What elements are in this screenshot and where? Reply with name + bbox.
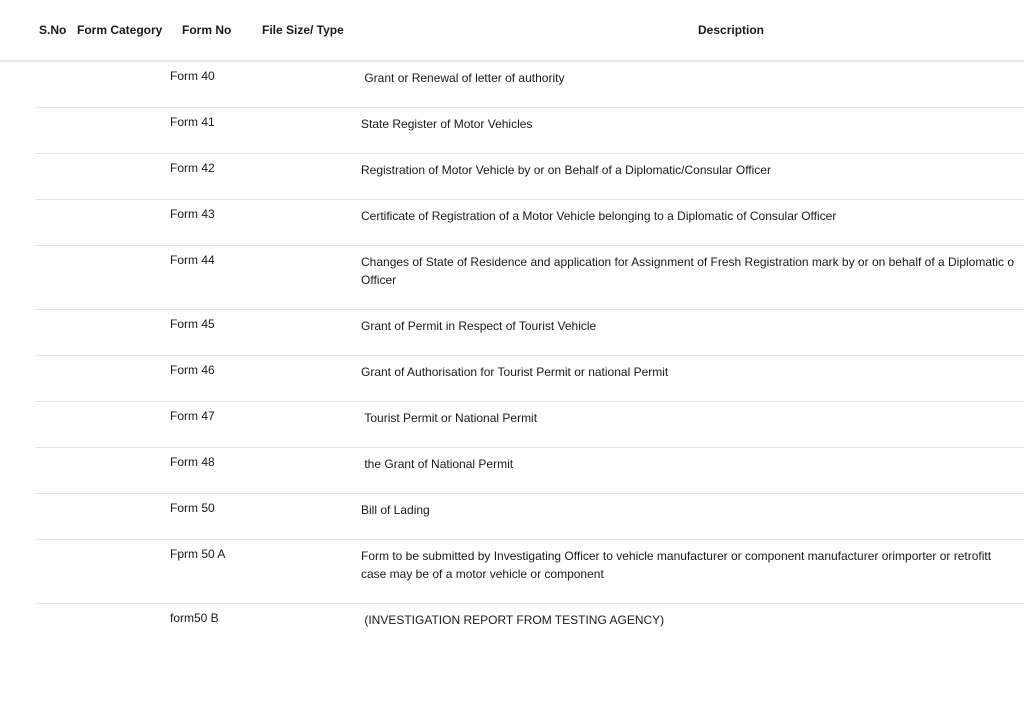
form-no-cell: Fprm 50 A <box>170 547 226 561</box>
form-no-cell: Form 47 <box>170 409 215 423</box>
description-cell: State Register of Motor Vehicles <box>361 117 533 131</box>
form-no-cell: Form 40 <box>170 69 215 83</box>
form-no-cell: Form 48 <box>170 455 215 469</box>
description-cell: Form to be submitted by Investigating Officer to vehicle manufacturer or component manufacturer orimporter or retrofitt case may be of a motor vehicle or component <box>361 549 992 581</box>
header-file-size: File Size/ Type <box>262 23 344 37</box>
form-no-cell: Form 42 <box>170 161 215 175</box>
description-cell: Grant or Renewal of letter of authority <box>361 71 565 85</box>
table-row <box>0 310 1024 356</box>
description-cell: Grant of Authorisation for Tourist Permit or national Permit <box>361 365 669 379</box>
header-description: Description <box>698 23 765 37</box>
table-row <box>0 62 1024 108</box>
form-no-cell: Form 41 <box>170 115 215 129</box>
description-cell: (INVESTIGATION REPORT FROM TESTING AGENCY) <box>361 613 665 627</box>
table-row <box>0 154 1024 200</box>
table-row <box>0 356 1024 402</box>
table-row <box>0 604 1024 650</box>
header-sno: S.No <box>39 23 67 37</box>
table-row <box>0 448 1024 494</box>
description-cell: Certificate of Registration of a Motor Vehicle belonging to a Diplomatic of Consular Officer <box>361 209 837 223</box>
form-no-cell: Form 45 <box>170 317 215 331</box>
table-row <box>0 246 1024 310</box>
table-header <box>0 0 1024 62</box>
description-cell: Registration of Motor Vehicle by or on Behalf of a Diplomatic/Consular Officer <box>361 163 771 177</box>
form-no-cell: Form 43 <box>170 207 215 221</box>
table-row <box>0 402 1024 448</box>
header-form-category: Form Category <box>77 23 163 37</box>
table-row <box>0 494 1024 540</box>
table-row <box>0 108 1024 154</box>
description-cell: the Grant of National Permit <box>361 457 514 471</box>
table-row <box>0 200 1024 246</box>
header-form-no: Form No <box>182 23 232 37</box>
table-row <box>0 540 1024 604</box>
form-no-cell: form50 B <box>170 611 219 625</box>
description-cell: Changes of State of Residence and application for Assignment of Fresh Registration mark by or on behalf of a Diplomatic o Officer <box>361 255 1015 287</box>
form-no-cell: Form 44 <box>170 253 215 267</box>
description-cell: Tourist Permit or National Permit <box>361 411 538 425</box>
description-cell: Grant of Permit in Respect of Tourist Vehicle <box>361 319 597 333</box>
forms-table-body <box>0 62 1024 650</box>
form-no-cell: Form 46 <box>170 363 215 377</box>
description-cell: Bill of Lading <box>361 503 430 517</box>
form-no-cell: Form 50 <box>170 501 215 515</box>
